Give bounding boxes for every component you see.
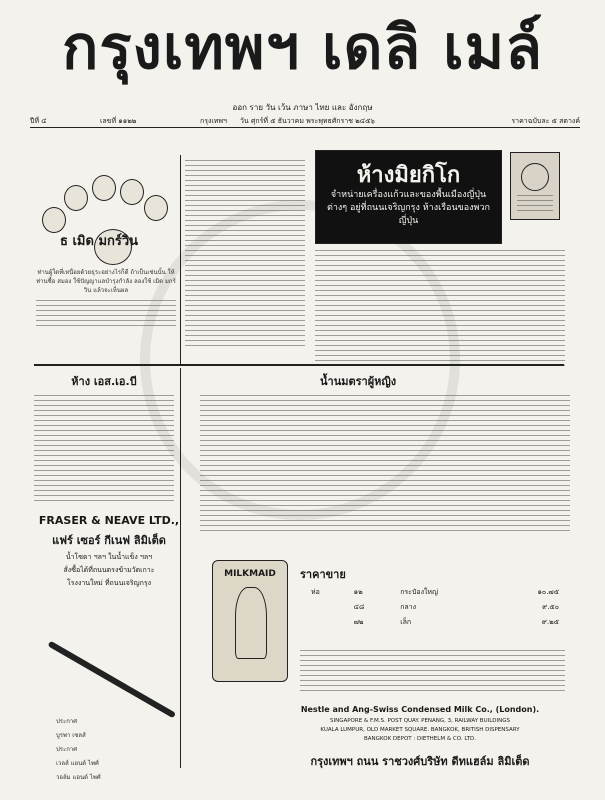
issue-number: เลขที่ ๑๑๒๒ (100, 117, 137, 125)
product-label-lines (517, 195, 553, 213)
table-row (305, 600, 565, 615)
nestle-company: Nestle and Ang-Swiss Condensed Milk Co., (London). (300, 705, 540, 714)
price-table (305, 585, 565, 630)
fraser-line-3: โรงงานใหม่ ที่ถนนเจริญกรุง (67, 579, 151, 587)
demain-title: ธ เมิด มกร์วิน (60, 234, 139, 249)
price-amount: ๙.๕๐ (542, 603, 559, 611)
list-item: วอล์ม แอนด์ ไพศ์ (56, 774, 101, 781)
demain-fineprint (36, 300, 176, 330)
mitsui-ad-box (315, 150, 502, 244)
price-qty (305, 615, 348, 630)
price-count: ๗๒ (353, 618, 364, 626)
price-qty (305, 600, 348, 615)
milkmaid-can-image (212, 560, 288, 682)
nestle-address-2: KUALA LUMPUR, OLD MARKET SQUARE. BANGKOK, BRITISH DISPENSARY (320, 727, 520, 733)
table-row (305, 585, 565, 600)
price-amount: ๑๐.๗๕ (537, 588, 559, 596)
price-amount: ๙.๒๕ (541, 618, 559, 626)
price-notes (300, 650, 565, 695)
price-heading: ราคาขาย (300, 568, 346, 581)
center-column-text (185, 160, 305, 350)
price-count: ๔๘ (353, 603, 365, 611)
nestle-footer: กรุงเทพฯ ถนน ราชวงศ์บริษัท ดีทแฮล์ม ลิมิเต็ด (310, 755, 530, 768)
issue-bar (30, 115, 580, 128)
nestle-address-3: BANGKOK DEPOT : DIETHELM & CO. LTD. (364, 736, 476, 742)
newspaper-masthead: กรุงเทพฯ เดลิ เมล์ (62, 13, 543, 83)
fraser-line-1: น้ำโซดา ฯลฯ ในน้ำแข็ง ฯลฯ (65, 553, 153, 561)
issue-city: กรุงเทพฯ (200, 117, 227, 125)
list-item: เวลส์ แอนด์ ไพศ์ (56, 760, 99, 767)
milkmaid-figure (235, 587, 267, 659)
fraser-line-2: สั่งซื้อได้ที่ถนนตรงข้ามวัดเกาะ (63, 566, 155, 574)
mitsui-body: จำหน่ายเครื่องแก้วและของพื้นเมืองญี่ปุ่นต่างๆ อยู่ที่ถนนเจริญกรุง ห้างเรือนของพวกญี่ปุ่น (327, 190, 490, 226)
milkmaid-heading: น้ำนมตราผู้หญิง (320, 375, 397, 388)
masthead-subtitle: ออก ราย วัน เว้น ภาษา ไทย และ อังกฤษ (232, 103, 373, 112)
table-row (305, 615, 565, 630)
issue-price: ราคาฉบับละ ๕ สตางค์ (511, 117, 580, 125)
mitsui-title: ห้างมิยกิโก (356, 162, 461, 188)
sgs-title: ห้าง เอส.เอ.บี (71, 375, 137, 388)
price-unit: เล็ก (400, 618, 412, 626)
nestle-address-1: SINGAPORE & F.M.S. POST QUAY. PENANG, 3, RAILWAY BUILDINGS (329, 718, 511, 724)
demain-body: ท่านผู้ใดที่เหนื่อยด้วยธุระอย่างไรก็ดี ถ้าเป็นเช่นนั้น ให้ท่านซื้อ สมอง ใช้ปัญญาแลบำรุงกำลัง ลองใช้ เมิด มกร์วิน แล้วจะเห็นผล (36, 269, 176, 294)
price-unit: กลาง (400, 603, 417, 611)
price-count: ๑๒ (353, 588, 363, 596)
price-unit: กระป๋องใหญ่ (400, 588, 439, 596)
left-bottom-list (56, 715, 166, 785)
sgs-body-text (34, 395, 174, 505)
product-box-image (510, 152, 560, 220)
list-item: บูรพา เซลส์ (56, 732, 86, 739)
badge-icon (521, 163, 549, 191)
fraser-neave-title: FRASER & NEAVE LTD., (38, 514, 180, 527)
list-item: ประกาศ (56, 746, 78, 753)
issue-date: วัน ศุกร์ที่ ๕ ธันวาคม พระพุทธศักราช ๒๔๕๖ (240, 117, 375, 125)
issue-volume: ปีที่ ๔ (30, 117, 47, 125)
right-column-text (315, 250, 565, 370)
price-qty: ห่อ (311, 588, 320, 596)
demain-illustration (34, 165, 174, 275)
section-rule (34, 364, 564, 366)
milkmaid-body-text (200, 395, 570, 535)
list-item: ประกาศ (56, 718, 78, 725)
fraser-neave-thai: แฟร์ เซอร์ กีเนฟ ลิมิเต็ด (52, 534, 166, 547)
column-divider (180, 155, 181, 365)
milkmaid-can-label: MILKMAID (224, 569, 276, 579)
